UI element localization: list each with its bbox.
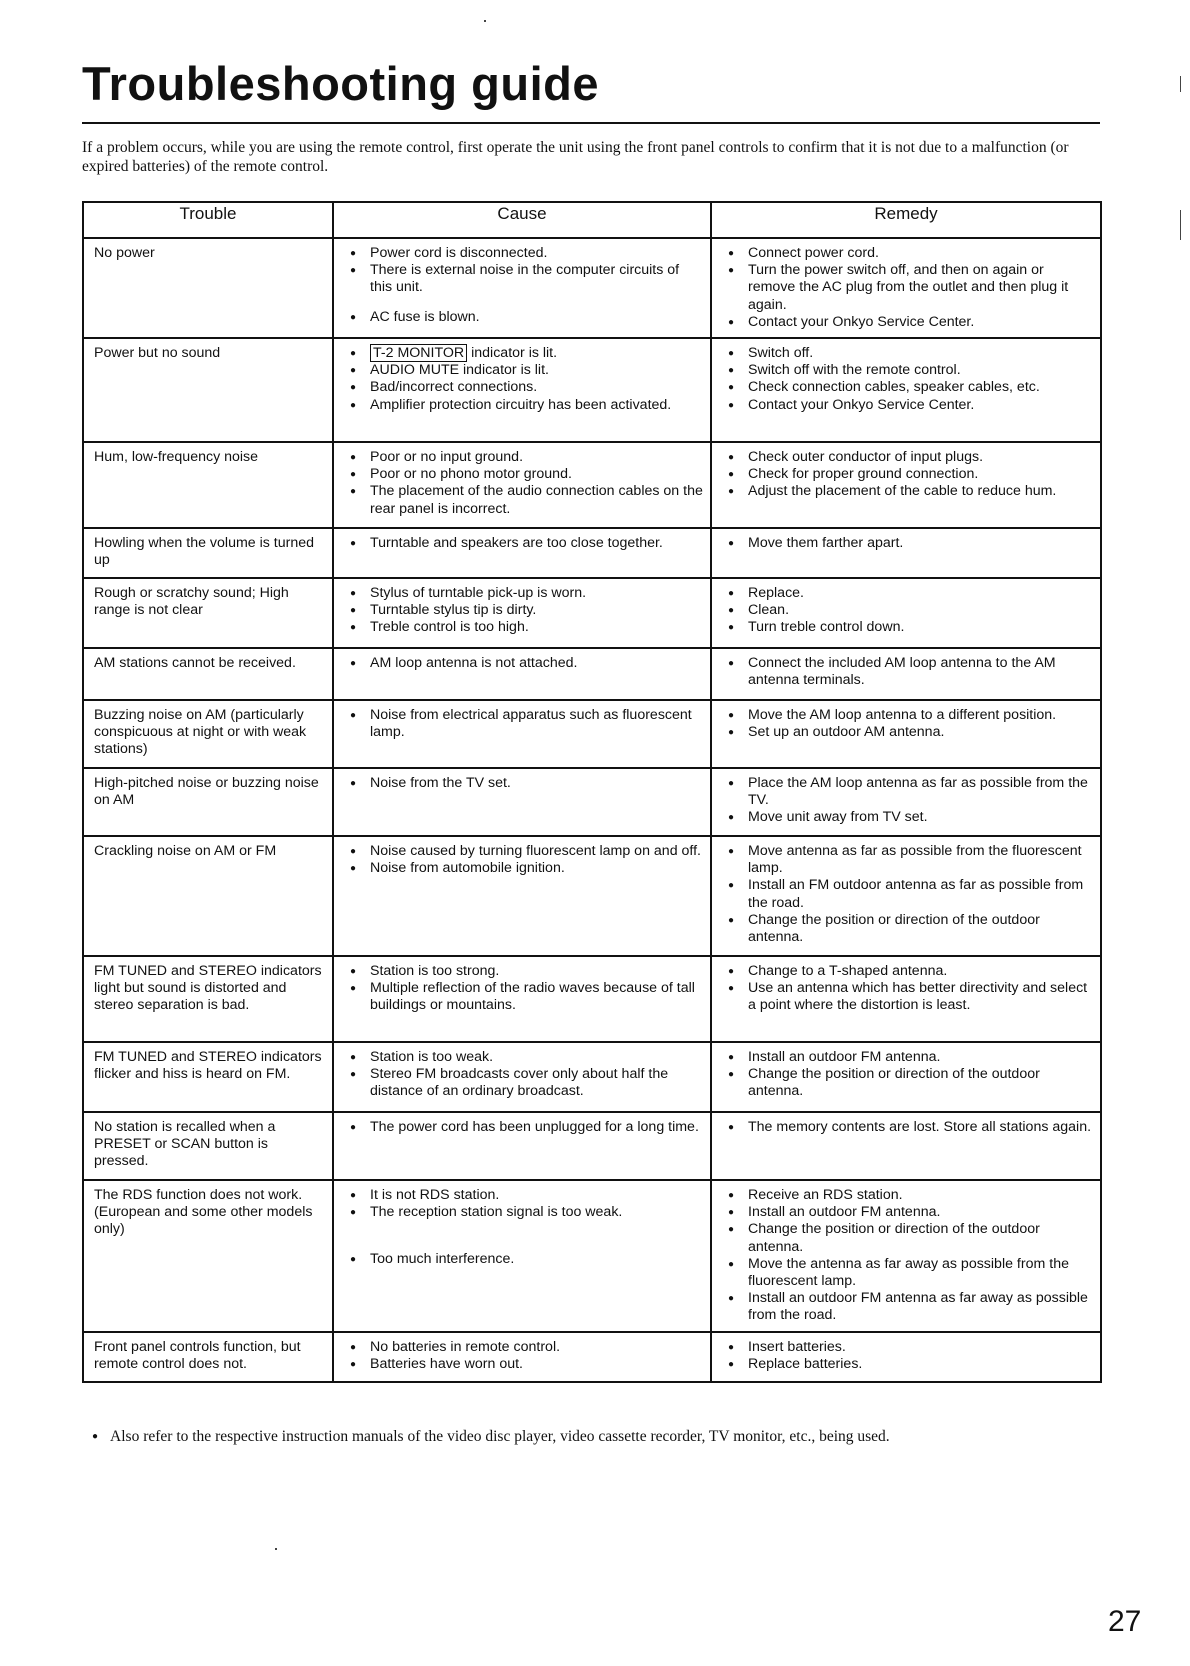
cause-item: ● Too much interference.	[344, 1251, 704, 1268]
scan-speck	[484, 20, 486, 22]
remedy-item: ● Install an outdoor FM antenna.	[722, 1204, 1094, 1221]
table-row	[83, 442, 1101, 528]
remedy-cell	[711, 578, 1101, 648]
page-number: 27	[1108, 1605, 1142, 1638]
remedy-item: ● Connect the included AM loop antenna to the AM antenna terminals.	[722, 655, 1094, 689]
cause-item: ● Multiple reflection of the radio waves because of tall buildings or mountains.	[344, 980, 704, 1014]
footnote	[92, 1428, 1102, 1446]
intro-paragraph	[82, 138, 1102, 176]
remedy-item: ● Turn treble control down.	[722, 619, 1094, 636]
cause-cell	[333, 1332, 711, 1382]
remedy-cell	[711, 1042, 1101, 1112]
cause-item: ● Station is too weak.	[344, 1049, 704, 1066]
table-row	[83, 1332, 1101, 1382]
cause-cell	[333, 528, 711, 578]
cause-item: ● It is not RDS station.	[344, 1187, 704, 1204]
trouble-cell: Power but no sound	[83, 338, 333, 442]
cause-item: ● Turntable stylus tip is dirty.	[344, 602, 704, 619]
trouble-cell: High-pitched noise or buzzing noise on AM	[83, 768, 333, 836]
trouble-cell: Howling when the volume is turned up	[83, 528, 333, 578]
table-row	[83, 1042, 1101, 1112]
cause-item: ● No batteries in remote control.	[344, 1339, 704, 1356]
cause-cell	[333, 238, 711, 338]
remedy-cell	[711, 648, 1101, 700]
cause-item: ● AM loop antenna is not attached.	[344, 655, 704, 672]
cause-item: ● Noise from the TV set.	[344, 775, 704, 792]
cause-item: ● Station is too strong.	[344, 963, 704, 980]
cause-item: ● There is external noise in the computer circuits of this unit.	[344, 262, 704, 296]
remedy-cell	[711, 768, 1101, 836]
remedy-item: ● Adjust the placement of the cable to reduce hum.	[722, 483, 1094, 500]
remedy-cell	[711, 836, 1101, 956]
scan-mark	[1180, 76, 1181, 92]
remedy-item: ● Switch off with the remote control.	[722, 362, 1094, 379]
remedy-cell	[711, 1332, 1101, 1382]
trouble-cell: Front panel controls function, but remote control does not.	[83, 1332, 333, 1382]
table-row	[83, 768, 1101, 836]
remedy-item: ● Contact your Onkyo Service Center.	[722, 314, 1094, 331]
trouble-cell: Buzzing noise on AM (particularly conspicuous at night or with weak stations)	[83, 700, 333, 768]
cause-cell	[333, 836, 711, 956]
trouble-cell: The RDS function does not work. (European and some other models only)	[83, 1180, 333, 1332]
cause-item: ● Stereo FM broadcasts cover only about half the distance of an ordinary broadcast.	[344, 1066, 704, 1100]
remedy-cell	[711, 956, 1101, 1042]
table-header-row	[83, 202, 1101, 238]
cause-item: ● The power cord has been unplugged for a long time.	[344, 1119, 704, 1136]
remedy-item: ● Change the position or direction of the outdoor antenna.	[722, 1221, 1094, 1255]
table-row	[83, 956, 1101, 1042]
remedy-cell	[711, 338, 1101, 442]
trouble-cell: Crackling noise on AM or FM	[83, 836, 333, 956]
remedy-cell	[711, 528, 1101, 578]
remedy-item: ● Use an antenna which has better directivity and select a point where the distortion is least.	[722, 980, 1094, 1014]
remedy-item: ● Change to a T-shaped antenna.	[722, 963, 1094, 980]
table-row	[83, 700, 1101, 768]
table-row	[83, 578, 1101, 648]
remedy-item: ● Move the antenna as far away as possible from the fluorescent lamp.	[722, 1256, 1094, 1290]
cause-item: ● Poor or no phono motor ground.	[344, 466, 704, 483]
remedy-item: ● Move them farther apart.	[722, 535, 1094, 552]
remedy-item: ● Insert batteries.	[722, 1339, 1094, 1356]
cause-cell	[333, 442, 711, 528]
trouble-cell: Hum, low-frequency noise	[83, 442, 333, 528]
table-row	[83, 1180, 1101, 1332]
remedy-item: ● Place the AM loop antenna as far as possible from the TV.	[722, 775, 1094, 809]
remedy-item: ● The memory contents are lost. Store all stations again.	[722, 1119, 1094, 1136]
remedy-item: ● Move the AM loop antenna to a different position.	[722, 707, 1094, 724]
table-row	[83, 528, 1101, 578]
table-row	[83, 338, 1101, 442]
cause-item: ● Noise caused by turning fluorescent lamp on and off.	[344, 843, 704, 860]
scan-mark	[1180, 210, 1181, 240]
remedy-item: ● Contact your Onkyo Service Center.	[722, 397, 1094, 414]
header-trouble: Trouble	[83, 202, 333, 238]
trouble-cell: FM TUNED and STEREO indicators light but sound is distorted and stereo separation is bad.	[83, 956, 333, 1042]
cause-item: ● Turntable and speakers are too close together.	[344, 535, 704, 552]
remedy-item: ● Replace batteries.	[722, 1356, 1094, 1373]
remedy-item: ● Turn the power switch off, and then on again or remove the AC plug from the outlet and then plug it again.	[722, 262, 1094, 314]
cause-item: ● The placement of the audio connection cables on the rear panel is incorrect.	[344, 483, 704, 517]
remedy-item: ● Set up an outdoor AM antenna.	[722, 724, 1094, 741]
remedy-item: ● Check for proper ground connection.	[722, 466, 1094, 483]
remedy-item: ● Connect power cord.	[722, 245, 1094, 262]
bullet-icon: ●	[92, 1431, 99, 1442]
remedy-item: ● Move unit away from TV set.	[722, 809, 1094, 826]
cause-item-text: indicator is lit.	[471, 345, 558, 362]
cause-cell	[333, 956, 711, 1042]
cause-item: ● Amplifier protection circuitry has been activated.	[344, 397, 704, 414]
remedy-cell	[711, 442, 1101, 528]
trouble-cell: No station is recalled when a PRESET or SCAN button is pressed.	[83, 1112, 333, 1180]
trouble-cell: No power	[83, 238, 333, 338]
cause-item: ● Poor or no input ground.	[344, 449, 704, 466]
remedy-item: ● Check outer conductor of input plugs.	[722, 449, 1094, 466]
remedy-item: ● Change the position or direction of the outdoor antenna.	[722, 1066, 1094, 1100]
cause-cell	[333, 338, 711, 442]
remedy-item: ● Receive an RDS station.	[722, 1187, 1094, 1204]
intro-text: If a problem occurs, while you are using the remote control, first operate the unit using the front panel controls to confirm that it is not due to a malfunction (or expired batteries) of the remote control.	[82, 139, 1069, 175]
cause-cell	[333, 1112, 711, 1180]
table-row	[83, 836, 1101, 956]
remedy-item: ● Replace.	[722, 585, 1094, 602]
cause-cell	[333, 1042, 711, 1112]
cause-item: ● Noise from electrical apparatus such as fluorescent lamp.	[344, 707, 704, 741]
cause-item: ● Treble control is too high.	[344, 619, 704, 636]
cause-item: ● Power cord is disconnected.	[344, 245, 704, 262]
header-cause: Cause	[333, 202, 711, 238]
cause-cell	[333, 578, 711, 648]
remedy-item: ● Check connection cables, speaker cables, etc.	[722, 379, 1094, 396]
remedy-cell	[711, 1112, 1101, 1180]
remedy-item: ● Install an outdoor FM antenna as far away as possible from the road.	[722, 1290, 1094, 1324]
remedy-item: ● Install an FM outdoor antenna as far as possible from the road.	[722, 877, 1094, 911]
cause-item: ● AC fuse is blown.	[344, 309, 704, 326]
trouble-cell: Rough or scratchy sound; High range is not clear	[83, 578, 333, 648]
t2-monitor-label: T-2 MONITOR	[370, 344, 467, 362]
title-rule	[82, 122, 1100, 124]
header-remedy: Remedy	[711, 202, 1101, 238]
footnote-text: Also refer to the respective instruction manuals of the video disc player, video cassette recorder, TV monitor, etc., being used.	[110, 1428, 890, 1445]
scan-speck	[275, 1548, 277, 1550]
table-row	[83, 238, 1101, 338]
table-row	[83, 1112, 1101, 1180]
remedy-item: ● Change the position or direction of the outdoor antenna.	[722, 912, 1094, 946]
cause-item: ● Batteries have worn out.	[344, 1356, 704, 1373]
cause-item: ● Noise from automobile ignition.	[344, 860, 704, 877]
cause-cell	[333, 700, 711, 768]
table-row	[83, 648, 1101, 700]
remedy-cell	[711, 1180, 1101, 1332]
cause-item: ● AUDIO MUTE indicator is lit.	[344, 362, 704, 379]
cause-item: ● Bad/incorrect connections.	[344, 379, 704, 396]
remedy-cell	[711, 238, 1101, 338]
trouble-cell: FM TUNED and STEREO indicators flicker and hiss is heard on FM.	[83, 1042, 333, 1112]
remedy-item: ● Clean.	[722, 602, 1094, 619]
trouble-cell: AM stations cannot be received.	[83, 648, 333, 700]
cause-cell	[333, 1180, 711, 1332]
remedy-cell	[711, 700, 1101, 768]
remedy-item: ● Install an outdoor FM antenna.	[722, 1049, 1094, 1066]
cause-item	[344, 345, 704, 362]
cause-cell	[333, 768, 711, 836]
page-title: Troubleshooting guide	[82, 57, 600, 110]
cause-item: ● The reception station signal is too weak.	[344, 1204, 704, 1221]
cause-item: ● Stylus of turntable pick-up is worn.	[344, 585, 704, 602]
remedy-item: ● Move antenna as far as possible from the fluorescent lamp.	[722, 843, 1094, 877]
remedy-item: ● Switch off.	[722, 345, 1094, 362]
cause-cell	[333, 648, 711, 700]
troubleshooting-table	[82, 201, 1102, 1383]
